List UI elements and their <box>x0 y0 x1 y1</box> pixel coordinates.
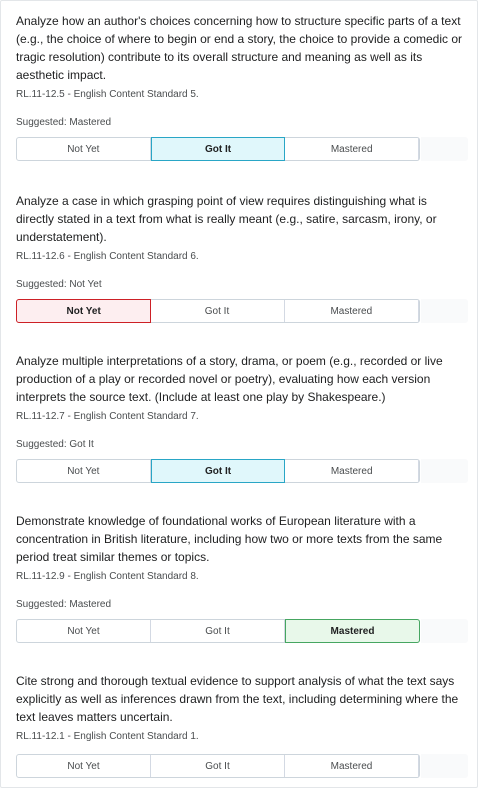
outcome-description: Analyze multiple interpretations of a story, drama, or poem (e.g., recorded or live production of a play or recorded novel or poetry), evaluating how each version interprets the source text. (Include at least one play by Shakespeare.) <box>16 354 443 404</box>
option-not-yet[interactable]: Not Yet <box>16 299 151 323</box>
outcome-description: Analyze a case in which grasping point of view requires distinguishing what is directly stated in a text from what is really meant (e.g., satire, sarcasm, irony, or understatement). <box>16 194 437 244</box>
option-mastered[interactable]: Mastered <box>285 138 419 160</box>
selector-tail <box>421 619 468 643</box>
option-mastered[interactable]: Mastered <box>285 460 419 482</box>
option-not-yet[interactable]: Not Yet <box>17 460 151 482</box>
outcome-item <box>16 512 466 643</box>
outcome-code: RL.11-12.6 - English Content Standard 6. <box>16 251 199 262</box>
option-mastered[interactable]: Mastered <box>285 619 420 643</box>
achievement-selector <box>16 299 420 323</box>
option-mastered[interactable]: Mastered <box>285 300 419 322</box>
suggested-level: Suggested: Not Yet <box>16 279 102 290</box>
selector-tail <box>421 754 468 778</box>
outcome-item <box>16 192 466 323</box>
achievement-selector <box>16 619 420 643</box>
outcome-code: RL.11-12.7 - English Content Standard 7. <box>16 411 199 422</box>
option-got-it[interactable]: Got It <box>151 459 286 483</box>
option-mastered[interactable]: Mastered <box>285 755 419 777</box>
suggested-level: Suggested: Mastered <box>16 117 112 128</box>
selector-tail <box>421 137 468 161</box>
option-not-yet[interactable]: Not Yet <box>17 138 151 160</box>
option-not-yet[interactable]: Not Yet <box>17 755 151 777</box>
outcome-code: RL.11-12.5 - English Content Standard 5. <box>16 89 199 100</box>
outcome-code: RL.11-12.1 - English Content Standard 1. <box>16 731 199 742</box>
outcome-item <box>16 672 466 778</box>
outcome-description: Demonstrate knowledge of foundational works of European literature with a concentration in British literature, including how two or more texts from the same period treat similar themes or topics. <box>16 514 443 564</box>
outcome-description: Analyze how an author's choices concerning how to structure specific parts of a text (e.g., the choice of where to begin or end a story, the choice to provide a comedic or tragic resolution) contribute to its overall structure and meaning as well as its aesthetic impact. <box>16 14 463 82</box>
achievement-selector <box>16 137 420 161</box>
achievement-selector <box>16 754 420 778</box>
option-got-it[interactable]: Got It <box>151 620 285 642</box>
option-not-yet[interactable]: Not Yet <box>17 620 151 642</box>
selector-tail <box>421 459 468 483</box>
suggested-level: Suggested: Got It <box>16 439 94 450</box>
outcome-description: Cite strong and thorough textual evidence to support analysis of what the text says explicitly as well as inferences drawn from the text, including determining where the text leaves matters uncertain. <box>16 674 459 724</box>
option-got-it[interactable]: Got It <box>151 755 285 777</box>
outcome-item <box>16 352 466 483</box>
option-got-it[interactable]: Got It <box>151 137 286 161</box>
outcome-code: RL.11-12.9 - English Content Standard 8. <box>16 571 199 582</box>
suggested-level: Suggested: Mastered <box>16 599 112 610</box>
option-got-it[interactable]: Got It <box>150 300 284 322</box>
achievement-selector <box>16 459 420 483</box>
selector-tail <box>421 299 468 323</box>
outcome-item <box>16 12 466 161</box>
